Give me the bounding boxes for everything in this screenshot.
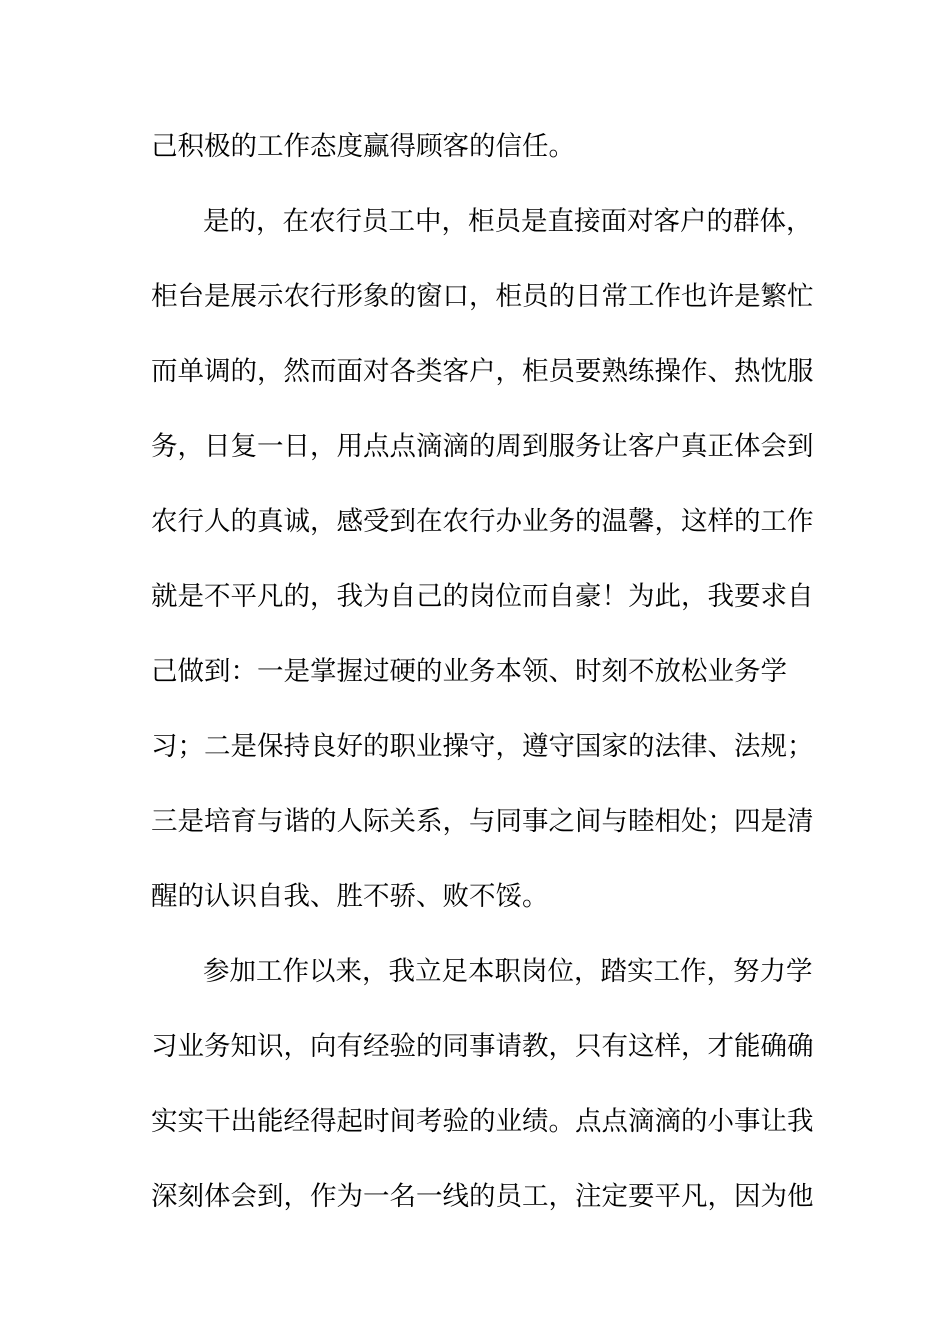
text-line-10: 三是培育与谐的人际关系，与同事之间与睦相处；四是清 — [151, 806, 814, 837]
text-line-15: 深刻体会到，作为一名一线的员工，注定要平凡，因为他 — [151, 1181, 814, 1212]
text-line-11: 醒的认识自我、胜不骄、败不馁。 — [151, 881, 549, 912]
text-line-3: 柜台是展示农行形象的窗口，柜员的日常工作也许是繁忙 — [151, 281, 814, 312]
text-line-1: 己积极的工作态度赢得顾客的信任。 — [151, 131, 575, 162]
text-line-7: 就是不平凡的，我为自己的岗位而自豪！为此，我要求自 — [151, 581, 814, 612]
text-line-4: 而单调的，然而面对各类客户，柜员要熟练操作、热忱服 — [151, 356, 814, 387]
text-line-14: 实实干出能经得起时间考验的业绩。点点滴滴的小事让我 — [151, 1106, 814, 1137]
text-line-6: 农行人的真诚，感受到在农行办业务的温馨，这样的工作 — [151, 506, 814, 537]
text-line-12: 参加工作以来，我立足本职岗位，踏实工作，努力学 — [203, 956, 813, 987]
text-line-8: 己做到：一是掌握过硬的业务本领、时刻不放松业务学 — [151, 656, 787, 687]
text-line-13: 习业务知识，向有经验的同事请教，只有这样，才能确确 — [151, 1031, 814, 1062]
text-line-5: 务，日复一日，用点点滴滴的周到服务让客户真正体会到 — [151, 431, 814, 462]
text-line-2: 是的，在农行员工中，柜员是直接面对客户的群体， — [203, 206, 813, 237]
text-line-9: 习；二是保持良好的职业操守，遵守国家的法律、法规； — [151, 731, 814, 762]
